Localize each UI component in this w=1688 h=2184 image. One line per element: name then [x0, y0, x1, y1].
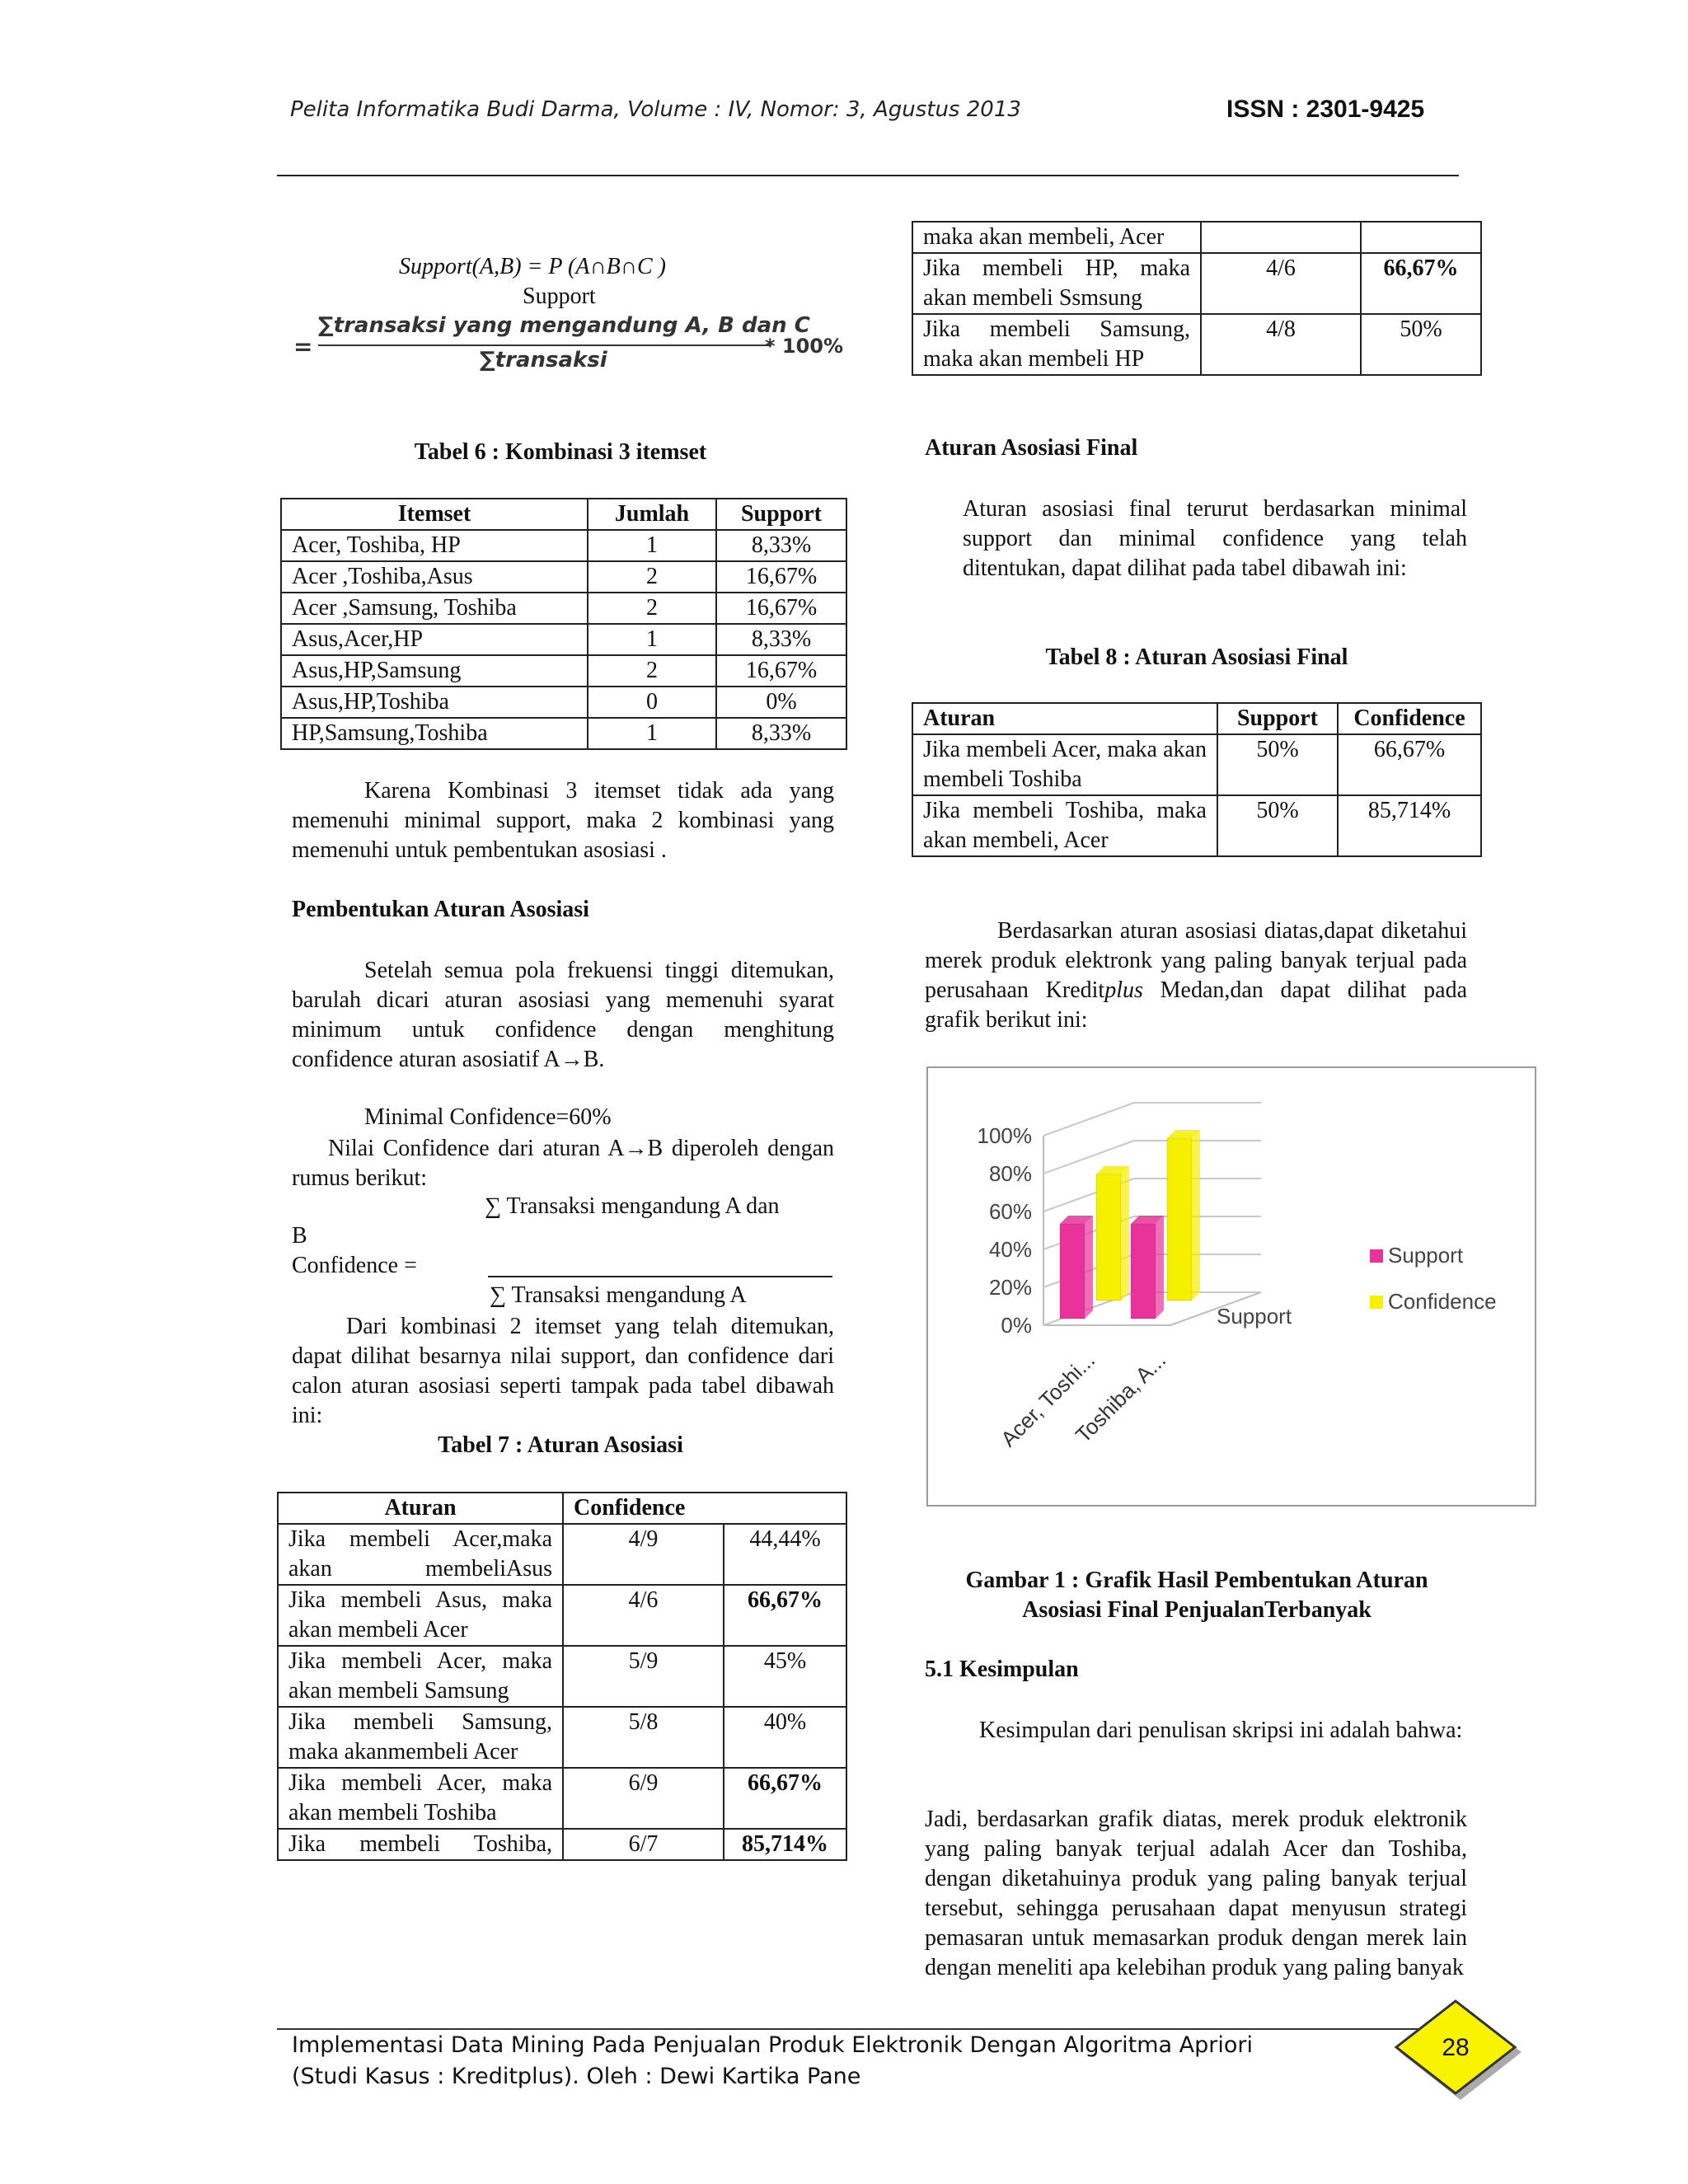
table6-header: Support: [716, 499, 846, 530]
table7-value: 44,44%: [724, 1524, 846, 1585]
table6-cell: 8,33%: [716, 530, 846, 561]
journal-header: Pelita Informatika Budi Darma, Volume : IV, Nomor: 3, Agustus 2013: [290, 97, 1021, 122]
chart-bar-confidence-side: [1192, 1130, 1200, 1301]
table7-value: 66,67%: [724, 1768, 846, 1829]
table7-ratio: [1201, 222, 1361, 253]
para-kesimpulan-2: Jadi, berdasarkan grafik diatas, merek produk elektronik yang paling banyak terjual adalah Acer dan Toshiba, dengan diketahuinya produk yang paling banyak terjual tersebut, sehingga perusahaan dapat menyusun strategi pemasaran untuk memasarkan produk dengan merek lain dengan meneliti apa kelebihan produk yang paling banyak: [925, 1807, 1467, 1980]
table7-ratio: 6/9: [563, 1768, 724, 1829]
confidence-label: Confidence =: [292, 1253, 417, 1278]
para-kombinasi-2: Dari kombinasi 2 itemset yang telah ditemukan, dapat dilihat besarnya nilai support, dan confidence dari calon aturan asosiasi seperti tampak pada tabel dibawah ini:: [292, 1314, 834, 1428]
chart-legend-swatch: [1370, 1249, 1383, 1263]
para-grafik: [925, 916, 1467, 1035]
table8-header: Aturan: [912, 703, 1217, 734]
table6-cell: 16,67%: [716, 593, 846, 624]
table8-confidence: 85,714%: [1338, 795, 1481, 856]
table7-rule: Jika membeli Acer, maka akan membeli Samsung: [278, 1646, 563, 1707]
table-row: [281, 593, 846, 624]
table7: [277, 1492, 847, 1861]
table7-caption: Tabel 7 : Aturan Asosiasi: [438, 1432, 683, 1458]
table-row: [278, 1707, 846, 1768]
table8-rule: Jika membeli Toshiba, maka akan membeli, Acer: [912, 795, 1217, 856]
chart-legend-label: Confidence: [1388, 1289, 1497, 1314]
figure-caption-line1: Gambar 1 : Grafik Hasil Pembentukan Aturan: [965, 1568, 1428, 1593]
para-grafik-italic: plus: [1104, 977, 1143, 1003]
para-grafik-part2: Medan,dan dapat dilihat pada grafik berikut ini:: [925, 977, 1468, 1033]
table6-cell: 0%: [716, 687, 846, 718]
confidence-numerator: ∑ Transaksi mengandung A dan: [485, 1193, 780, 1219]
table-row: [281, 624, 846, 655]
table6-cell: 1: [588, 530, 716, 561]
fraction-equals: =: [293, 333, 313, 360]
chart-y-tick: 40%: [988, 1237, 1032, 1262]
table8: [912, 702, 1482, 857]
table-row: [281, 718, 846, 749]
footer-title: Implementasi Data Mining Pada Penjualan Produk Elektronik Dengan Algoritma Apriori: [292, 2032, 1253, 2058]
table7-ratio: 5/9: [563, 1646, 724, 1707]
table7-value: 66,67%: [1361, 253, 1481, 314]
chart-gridline-side: [1043, 1103, 1134, 1136]
header-rule: [277, 175, 1459, 176]
para-kesimpulan-1: Kesimpulan dari penulisan skripsi ini adalah bahwa:: [979, 1718, 1463, 1743]
table7-header: Aturan: [278, 1493, 563, 1524]
table7-rule: maka akan membeli, Acer: [912, 222, 1201, 253]
fraction-denominator: ∑transaksi: [480, 348, 607, 373]
chart-legend-label: Support: [1388, 1243, 1464, 1268]
table6-cell: 8,33%: [716, 624, 846, 655]
issn: ISSN : 2301-9425: [1226, 96, 1425, 123]
table8-confidence: 66,67%: [1338, 734, 1481, 795]
table7-value: 66,67%: [724, 1585, 846, 1646]
table7-value: 85,714%: [724, 1829, 846, 1860]
min-confidence: Minimal Confidence=60%: [364, 1104, 612, 1130]
table6-cell: 1: [588, 624, 716, 655]
heading-kesimpulan: 5.1 Kesimpulan: [925, 1657, 1079, 1682]
table7-rule: Jika membeli HP, maka akan membeli Ssmsung: [912, 253, 1201, 314]
footer-authors: (Studi Kasus : Kreditplus). Oleh : Dewi Kartika Pane: [292, 2064, 861, 2089]
table-row: [912, 795, 1481, 856]
support-formula-line: Support(A,B) = P (A∩B∩C ): [399, 254, 666, 279]
table6-cell: 2: [588, 593, 716, 624]
table-row: [281, 530, 846, 561]
chart-depth-axis-label: Support: [1217, 1304, 1292, 1329]
table7-continued: [912, 221, 1482, 376]
chart-bar-support-side: [1156, 1216, 1164, 1319]
fraction-bar: [318, 344, 771, 346]
table7-rule: Jika membeli Acer, maka akan membeli Toshiba: [278, 1768, 563, 1829]
chart-bar-support-front: [1060, 1224, 1085, 1319]
table7-ratio: 4/6: [1201, 253, 1361, 314]
chart-bar-support-side: [1085, 1216, 1093, 1319]
table7-rule: Jika membeli Samsung, maka akan membeli HP: [912, 314, 1201, 375]
table6-cell: Asus,Acer,HP: [281, 624, 588, 655]
confidence-denominator: ∑ Transaksi mengandung A: [490, 1282, 747, 1308]
para-kombinasi: Karena Kombinasi 3 itemset tidak ada yang memenuhi minimal support, maka 2 kombinasi yang memenuhi untuk pembentukan asosiasi .: [292, 778, 834, 863]
table7-ratio: 4/6: [563, 1585, 724, 1646]
chart-category-label: Acer, Toshi...: [996, 1347, 1100, 1452]
support-word: Support: [523, 284, 596, 309]
table-row: [912, 314, 1481, 375]
table6-cell: 16,67%: [716, 561, 846, 593]
table6-cell: 2: [588, 561, 716, 593]
chart-y-tick: 80%: [988, 1161, 1032, 1186]
table6-cell: 8,33%: [716, 718, 846, 749]
table-row: [912, 734, 1481, 795]
table6: [280, 498, 847, 750]
table8-rule: Jika membeli Acer, maka akan membeli Toshiba: [912, 734, 1217, 795]
chart-y-tick: 0%: [1001, 1313, 1032, 1338]
confidence-fraction-bar: [488, 1276, 832, 1277]
chart-y-tick: 100%: [977, 1123, 1032, 1148]
table7-value: [1361, 222, 1481, 253]
table7-rule: Jika membeli Asus, maka akan membeli Acer: [278, 1585, 563, 1646]
table6-cell: Acer, Toshiba, HP: [281, 530, 588, 561]
table6-header: Jumlah: [588, 499, 716, 530]
para-nilai-confidence: Nilai Confidence dari aturan A→B diperoleh dengan rumus berikut:: [292, 1136, 834, 1191]
table7-ratio: 4/9: [563, 1524, 724, 1585]
table-row: [281, 655, 846, 687]
chart-bar-support-front: [1131, 1224, 1156, 1319]
table-row: [912, 253, 1481, 314]
figure-caption-line2: Asosiasi Final PenjualanTerbanyak: [1022, 1597, 1372, 1623]
fraction-numerator: ∑transaksi yang mengandung A, B dan C: [318, 313, 810, 338]
table6-cell: 0: [588, 687, 716, 718]
footer-rule: [277, 2028, 1419, 2030]
table6-caption: Tabel 6 : Kombinasi 3 itemset: [414, 439, 707, 465]
para-pembentukan: Setelah semua pola frekuensi tinggi ditemukan, barulah dicari aturan asosiasi yang memenuhi syarat minimum untuk confidence dengan menghitung confidence aturan asosiatif A→B.: [292, 958, 834, 1072]
table6-cell: HP,Samsung,Toshiba: [281, 718, 588, 749]
table7-rule: Jika membeli Acer,maka akan membeliAsus: [278, 1524, 563, 1585]
table-row: [278, 1768, 846, 1829]
table-row: [278, 1524, 846, 1585]
table6-cell: 2: [588, 655, 716, 687]
chart-category-label: Toshiba, A...: [1070, 1347, 1171, 1448]
table-row: [281, 561, 846, 593]
table6-cell: Asus,HP,Samsung: [281, 655, 588, 687]
table-row: [912, 222, 1481, 253]
table7-value: 50%: [1361, 314, 1481, 375]
table7-header: [724, 1493, 846, 1524]
table7-value: 40%: [724, 1707, 846, 1768]
para-aturan-final: Aturan asosiasi final terurut berdasarkan minimal support dan minimal confidence yang telah ditentukan, dapat dilihat pada tabel dibawah ini:: [963, 496, 1467, 581]
table7-header: Confidence: [563, 1493, 724, 1524]
table6-cell: Acer ,Toshiba,Asus: [281, 561, 588, 593]
table8-header: Support: [1217, 703, 1338, 734]
table6-header: Itemset: [281, 499, 588, 530]
chart-y-tick: 20%: [988, 1275, 1032, 1300]
confidence-b: B: [292, 1223, 307, 1249]
chart-legend-swatch: [1370, 1296, 1383, 1309]
table7-ratio: 4/8: [1201, 314, 1361, 375]
table7-ratio: 6/7: [563, 1829, 724, 1860]
chart-svg: [928, 1068, 1535, 1505]
table7-value: 45%: [724, 1646, 846, 1707]
table6-cell: 16,67%: [716, 655, 846, 687]
chart-bar-confidence-side: [1121, 1166, 1129, 1301]
table8-support: 50%: [1217, 795, 1338, 856]
chart-frame: [926, 1066, 1536, 1507]
table6-cell: Acer ,Samsung, Toshiba: [281, 593, 588, 624]
para-grafik-part1: Berdasarkan aturan asosiasi diatas,dapat diketahui merek produk elektronk yang paling banyak terjual pada perusahaan Kredit: [925, 918, 1467, 1003]
page-number: 28: [1442, 2034, 1470, 2061]
table6-cell: 1: [588, 718, 716, 749]
support-fraction: [293, 313, 854, 379]
table8-support: 50%: [1217, 734, 1338, 795]
chart-bar-confidence-front: [1167, 1138, 1192, 1301]
table7-rule: Jika membeli Toshiba,: [278, 1829, 563, 1860]
table-row: [278, 1585, 846, 1646]
table-row: [281, 687, 846, 718]
heading-aturan-final: Aturan Asosiasi Final: [925, 435, 1138, 461]
table8-header: Confidence: [1338, 703, 1481, 734]
table8-caption: Tabel 8 : Aturan Asosiasi Final: [1045, 644, 1348, 670]
table7-ratio: 5/8: [563, 1707, 724, 1768]
fraction-suffix: * 100%: [765, 335, 844, 358]
table6-cell: Asus,HP,Toshiba: [281, 687, 588, 718]
page-number-badge: [1390, 1998, 1530, 2105]
heading-pembentukan: Pembentukan Aturan Asosiasi: [292, 897, 589, 922]
chart-bar-confidence-front: [1096, 1174, 1121, 1301]
chart-y-tick: 60%: [988, 1199, 1032, 1224]
table7-rule: Jika membeli Samsung, maka akanmembeli Acer: [278, 1707, 563, 1768]
table-row: [278, 1829, 846, 1860]
table-row: [278, 1646, 846, 1707]
